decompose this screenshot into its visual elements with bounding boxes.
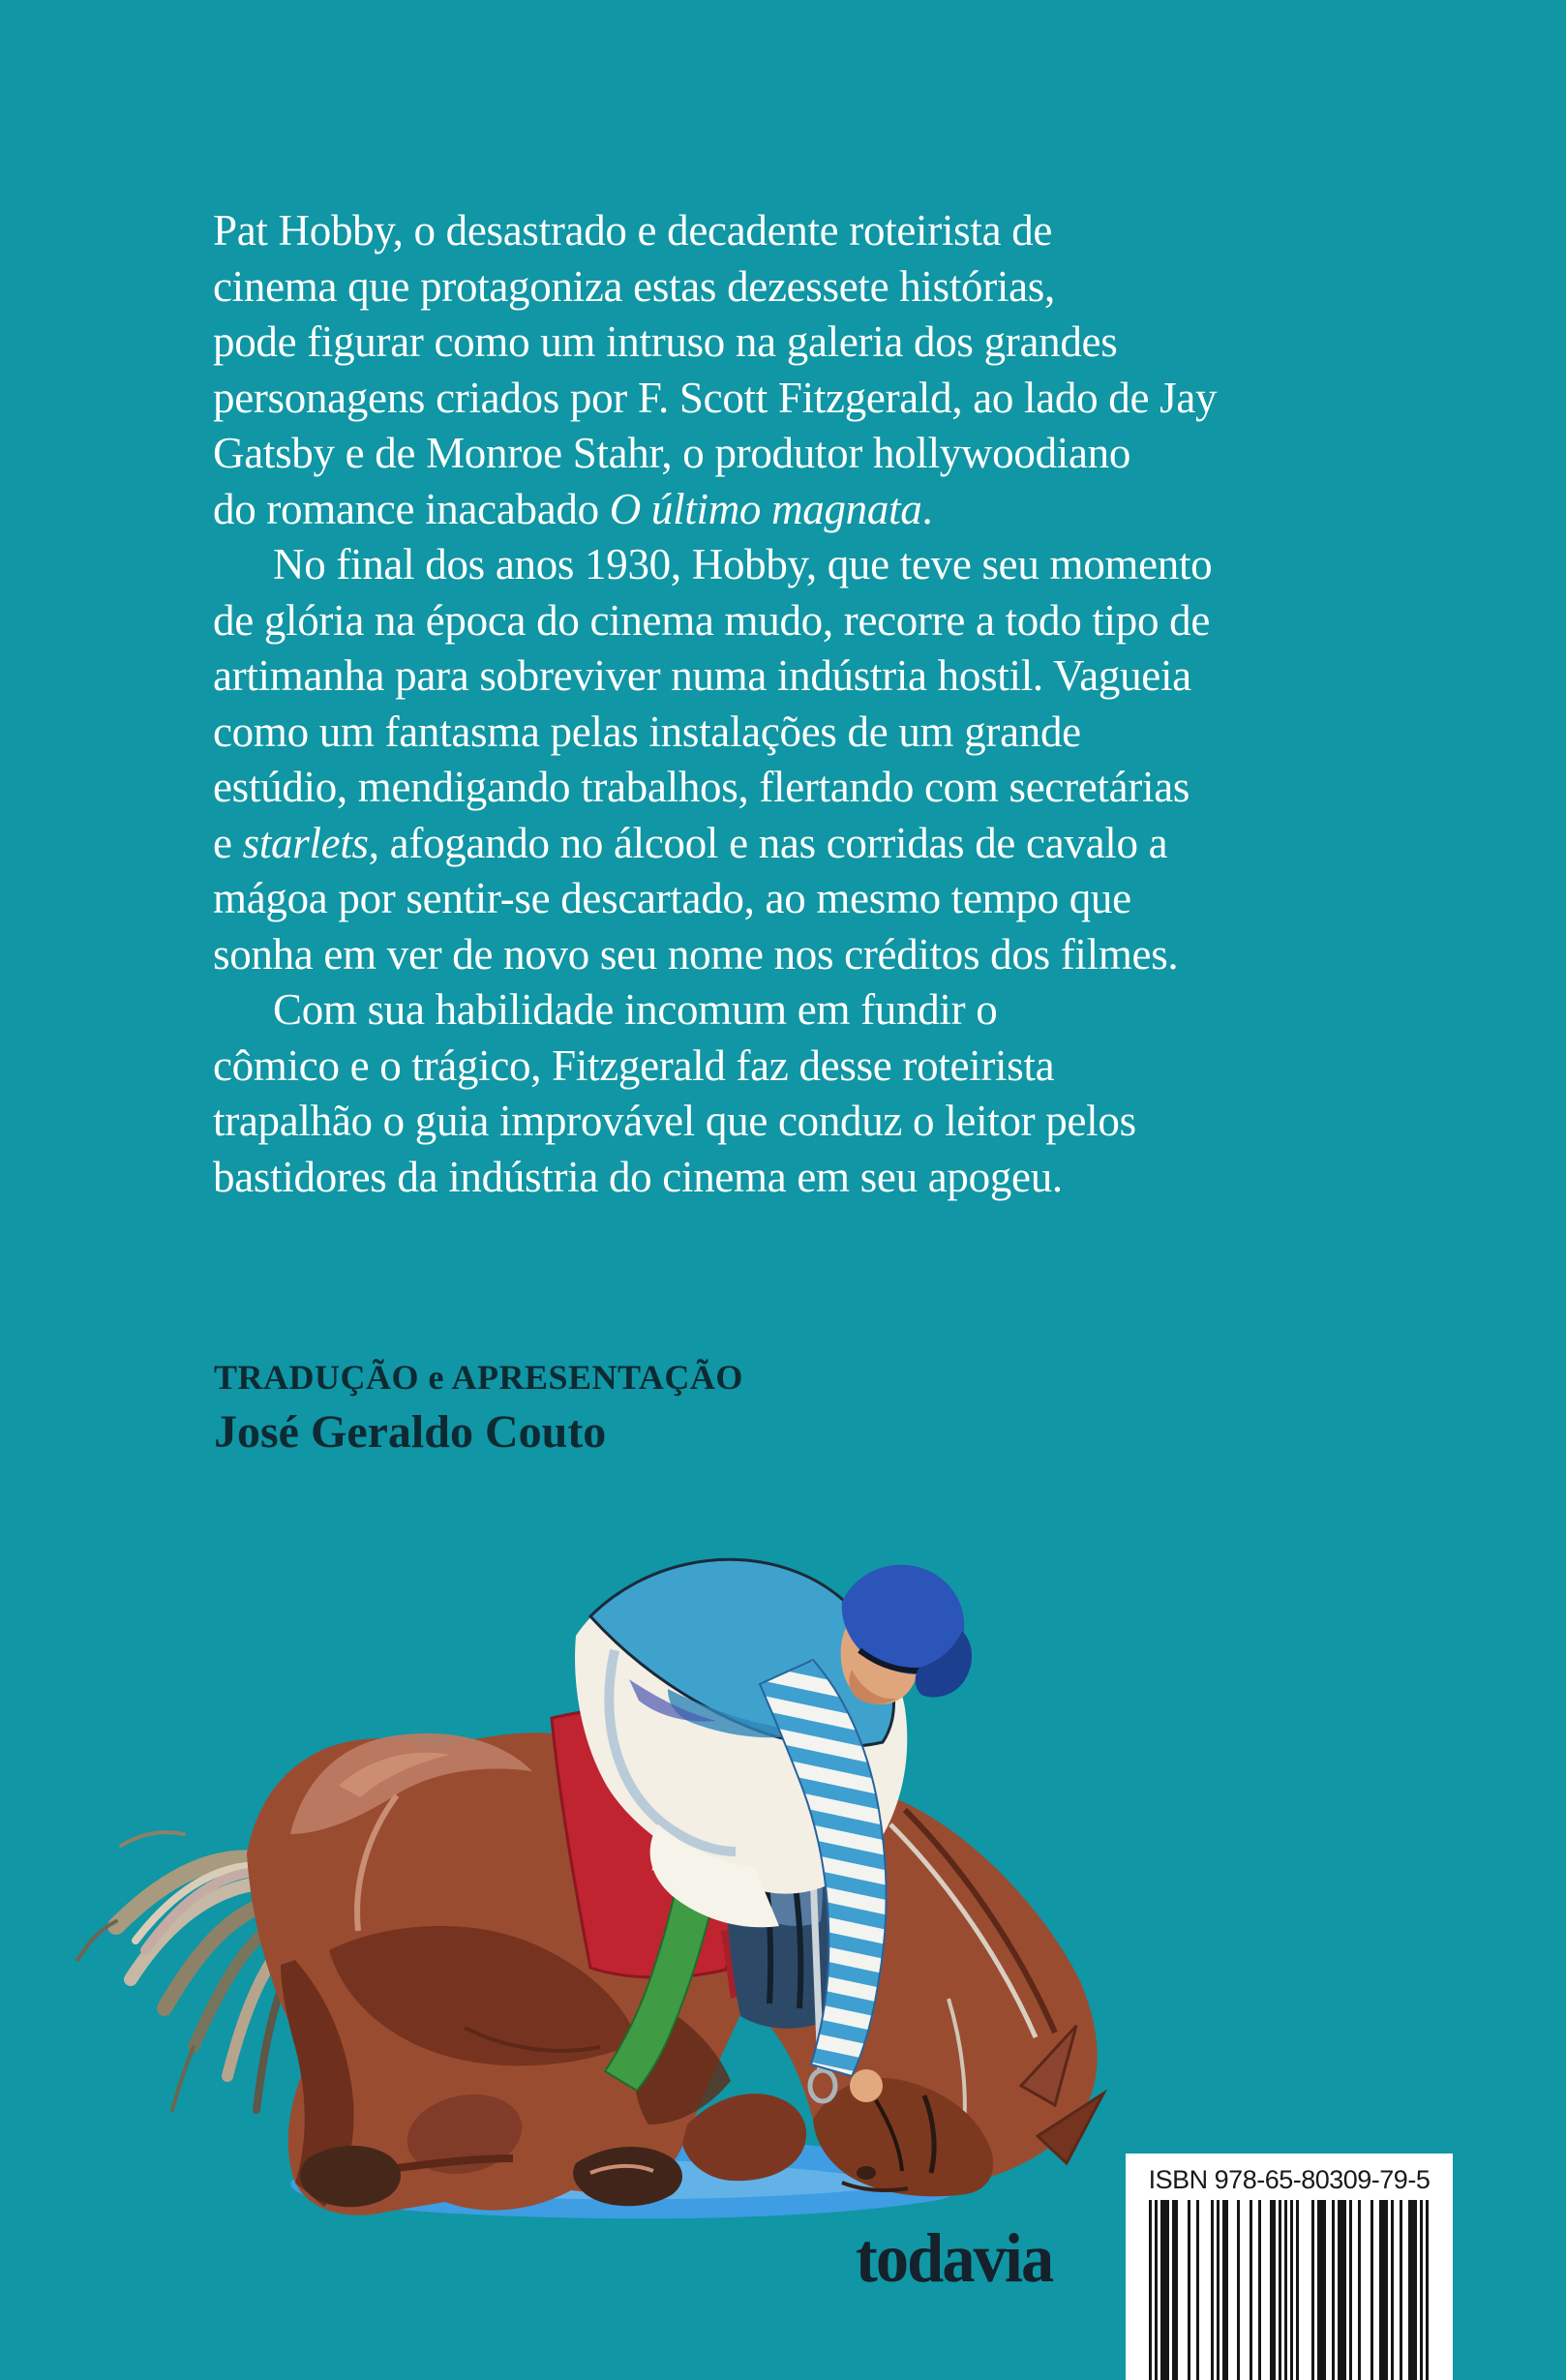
publisher-logo: todavia [856, 2219, 1053, 2297]
body-line: bastidores da indústria do cinema em seu apogeu. [213, 1152, 1063, 1201]
jockey-hand [850, 2069, 883, 2102]
barcode-gap [1199, 2200, 1211, 2380]
credits-block [214, 1357, 743, 1459]
barcode-gap [1261, 2200, 1270, 2380]
body-line: Pat Hobby, o desastrado e decadente roteirista de [213, 206, 1053, 255]
body-line: trapalhão o guia improvável que conduz o leitor pelos [213, 1097, 1136, 1145]
back-cover-text [213, 203, 1384, 1205]
body-line: de glória na época do cinema mudo, recorre a todo tipo de [213, 595, 1210, 645]
barcode-gap [1178, 2200, 1187, 2380]
body-line: e starlets, afogando no álcool e nas corridas de cavalo a [213, 818, 1168, 867]
body-line: cômico e o trágico, Fitzgerald faz desse roteirista [213, 1040, 1055, 1090]
body-line: No final dos anos 1930, Hobby, que teve seu momento [273, 540, 1213, 588]
barcode-gap [1361, 2200, 1370, 2380]
isbn-label: ISBN 978-65-80309-79-5 [1148, 2165, 1430, 2194]
barcode-bars [1149, 2200, 1430, 2380]
body-line: cinema que protagoniza estas dezessete histórias, [213, 261, 1055, 311]
barcode-bar [1408, 2200, 1417, 2380]
body-line: do romance inacabado O último magnata. [213, 484, 933, 533]
credits-label: TRADUÇÃO e APRESENTAÇÃO [214, 1358, 743, 1397]
barcode-bar [1317, 2200, 1326, 2380]
body-line: como um fantasma pelas instalações de um grande [213, 707, 1081, 756]
barcode-bar [1338, 2200, 1346, 2380]
barcode-bar [1160, 2200, 1169, 2380]
body-line: mágoa por sentir-se descartado, ao mesmo tempo que [213, 874, 1131, 922]
horse-jockey-illustration [48, 1544, 1113, 2231]
body-line: Gatsby e de Monroe Stahr, o produtor hollywoodiano [213, 429, 1131, 477]
barcode-gap [1240, 2200, 1249, 2380]
body-line: personagens criados por F. Scott Fitzgerald, ao lado de Jay [213, 373, 1218, 422]
translator-name: José Geraldo Couto [214, 1406, 607, 1458]
barcode-bar [1426, 2200, 1429, 2380]
body-line: sonha em ver de novo seu nome nos créditos dos filmes. [213, 929, 1179, 979]
body-line: Com sua habilidade incomum em fundir o [273, 985, 998, 1034]
body-line: pode figurar como um intruso na galeria dos grandes [213, 317, 1118, 366]
barcode-bar [1379, 2200, 1388, 2380]
barcode-gap [1299, 2200, 1310, 2380]
isbn-barcode [1126, 2154, 1453, 2380]
barcode-gap [1228, 2200, 1237, 2380]
body-line: estúdio, mendigando trabalhos, flertando com secretárias [213, 763, 1190, 811]
body-line: artimanha para sobreviver numa indústria hostil. Vagueia [213, 651, 1191, 700]
